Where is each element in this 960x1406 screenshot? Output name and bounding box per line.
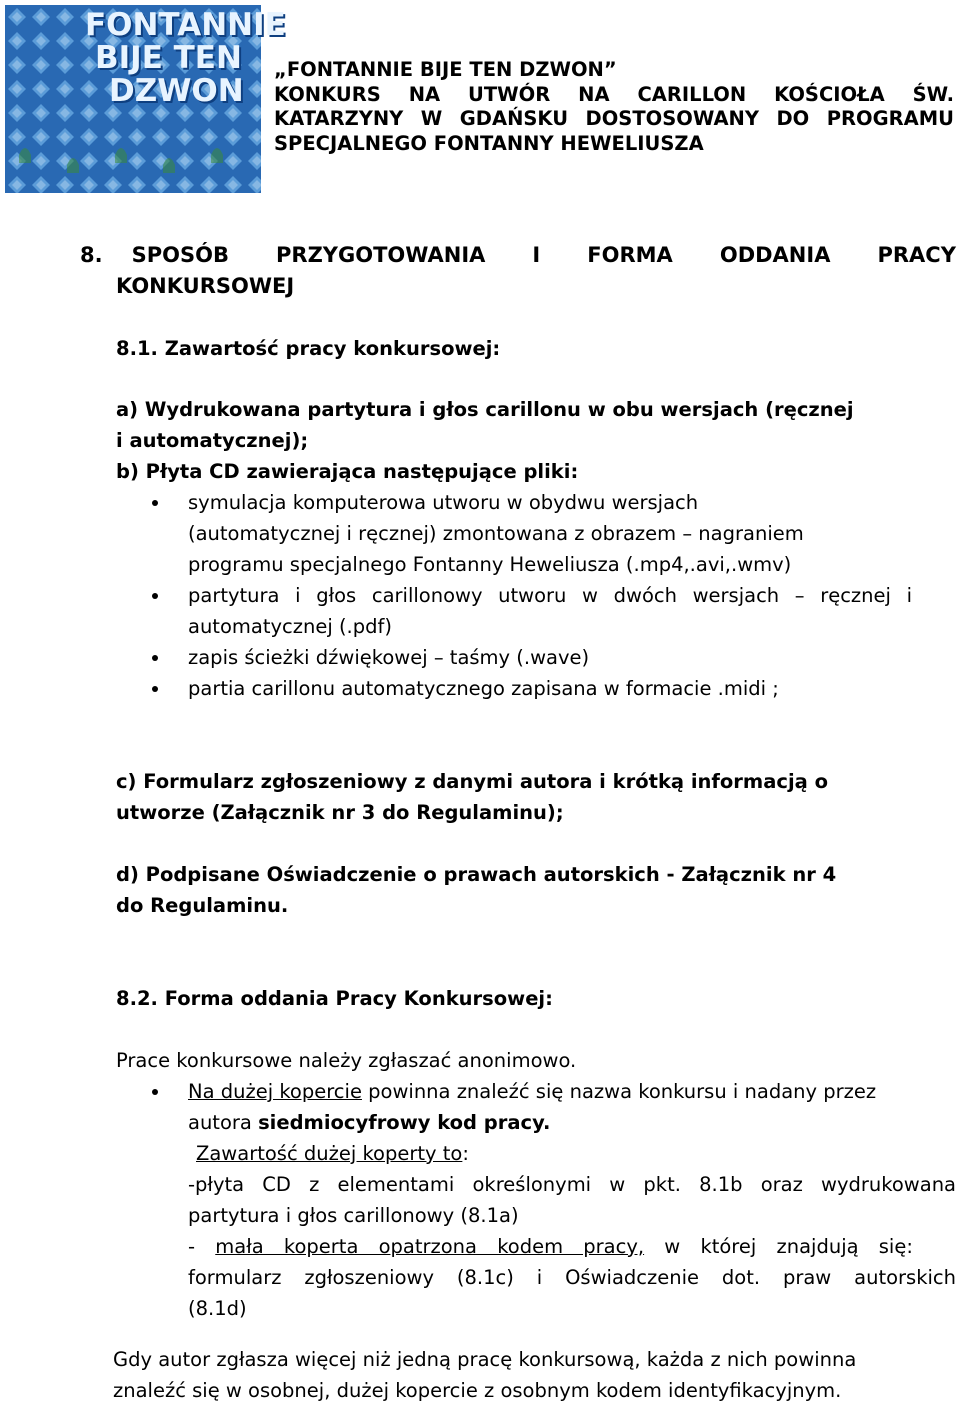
closing-line-1: Gdy autor zgłasza więcej niż jedną pracę konkursową, każda z nich powinna bbox=[113, 1348, 857, 1371]
section-8-1-title: 8.1. Zawartość pracy konkursowej: bbox=[116, 337, 501, 360]
list-item bbox=[188, 642, 958, 673]
closing-line-2: znaleźć się w osobnej, dużej kopercie z osobnym kodem identyfikacyjnym. bbox=[113, 1379, 842, 1402]
header-line-2: KONKURS NA UTWÓR NA CARILLON KOŚCIOŁA ŚW. bbox=[274, 82, 954, 106]
list-item-line bbox=[188, 1107, 958, 1138]
item-d-line-1: d) Podpisane Oświadczenie o prawach autorskich - Załącznik nr 4 bbox=[116, 863, 837, 886]
list-item-line: -płyta CD z elementami określonymi w pkt. 8.1b oraz wydrukowana bbox=[188, 1173, 956, 1196]
list-item-line: partytura i głos carillonowy (8.1a) bbox=[188, 1204, 519, 1227]
list-item bbox=[188, 580, 958, 642]
underlined-text: mała koperta opatrzona kodem pracy, bbox=[215, 1235, 645, 1258]
list-item-line: programu specjalnego Fontanny Heweliusza (.mp4,.avi,.wmv) bbox=[188, 553, 792, 576]
section-8-word: FORMA bbox=[587, 243, 673, 267]
text-span: w której znajdują się: bbox=[644, 1235, 913, 1258]
item-b-line: b) Płyta CD zawierająca następujące pliki: bbox=[116, 460, 579, 483]
section-8-heading bbox=[80, 240, 956, 302]
list-item-line: formularz zgłoszeniowy (8.1c) i Oświadczenie dot. praw autorskich bbox=[188, 1266, 956, 1289]
item-d-line-2: do Regulaminu. bbox=[116, 894, 289, 917]
item-c-line-1: c) Formularz zgłoszeniowy z danymi autora i krótką informacją o bbox=[116, 770, 828, 793]
envelope-instructions bbox=[188, 1076, 958, 1324]
section-8-word: PRACY bbox=[877, 243, 956, 267]
list-item-line bbox=[188, 1138, 958, 1169]
logo-text bbox=[5, 7, 286, 109]
underlined-text: Zawartość dużej koperty to bbox=[196, 1142, 463, 1165]
document-header bbox=[274, 58, 954, 156]
section-8-word: 8. bbox=[80, 243, 103, 267]
header-line-4: SPECJALNEGO FONTANNY HEWELIUSZA bbox=[274, 131, 704, 155]
text-span: - bbox=[188, 1235, 216, 1258]
list-item-line bbox=[188, 1231, 958, 1262]
list-item-line: zapis ścieżki dźwiękowej – taśmy (.wave) bbox=[188, 646, 590, 669]
section-8-2-title: 8.2. Forma oddania Pracy Konkursowej: bbox=[116, 987, 553, 1010]
logo-line-2: BIJE TEN bbox=[95, 40, 242, 76]
section-8-heading-line-2: KONKURSOWEJ bbox=[116, 274, 295, 298]
text-span: : bbox=[462, 1142, 469, 1165]
cd-file-list bbox=[188, 487, 958, 704]
list-item-line: symulacja komputerowa utworu w obydwu wersjach bbox=[188, 491, 699, 514]
list-item-line: partytura i głos carillonowy utworu w dwóch wersjach – ręcznej i bbox=[188, 584, 912, 607]
section-8-word: SPOSÓB bbox=[131, 243, 229, 267]
list-item-line bbox=[188, 1076, 958, 1107]
list-item-line: (automatycznej i ręcznej) zmontowana z obrazem – nagraniem bbox=[188, 522, 804, 545]
list-item bbox=[188, 487, 958, 580]
header-title: „FONTANNIE BIJE TEN DZWON” bbox=[274, 58, 617, 81]
item-a-line-1 bbox=[116, 394, 956, 425]
list-item-line: automatycznej (.pdf) bbox=[188, 615, 392, 638]
list-item bbox=[188, 1076, 958, 1107]
header-line-3: KATARZYNY W GDAŃSKU DOSTOSOWANY DO PROGRAMU bbox=[274, 107, 954, 130]
item-a-text: a) Wydrukowana partytura i głos carillonu w obu wersjach (ręcznej bbox=[116, 398, 854, 421]
list-item bbox=[188, 673, 958, 704]
item-c-line-2: utworze (Załącznik nr 3 do Regulaminu); bbox=[116, 801, 564, 824]
underlined-text: Na dużej kopercie bbox=[188, 1080, 362, 1103]
logo-line-3: DZWON bbox=[109, 73, 244, 109]
text-span: autora bbox=[188, 1111, 259, 1134]
section-8-word: I bbox=[532, 243, 541, 267]
section-8-word: ODDANIA bbox=[719, 243, 831, 267]
text-span: powinna znaleźć się nazwa konkursu i nadany przez bbox=[361, 1080, 877, 1103]
bold-text: siedmiocyfrowy kod pracy. bbox=[258, 1111, 551, 1134]
contest-logo bbox=[5, 5, 286, 193]
section-8-2-intro: Prace konkursowe należy zgłaszać anonimowo. bbox=[116, 1049, 577, 1072]
item-a-line-2: i automatycznej); bbox=[116, 429, 309, 452]
list-item-line: (8.1d) bbox=[188, 1297, 247, 1320]
logo-line-1: FONTANNIE bbox=[85, 7, 286, 43]
list-item-line: partia carillonu automatycznego zapisana w formacie .midi ; bbox=[188, 677, 779, 700]
section-8-word: PRZYGOTOWANIA bbox=[276, 243, 486, 267]
